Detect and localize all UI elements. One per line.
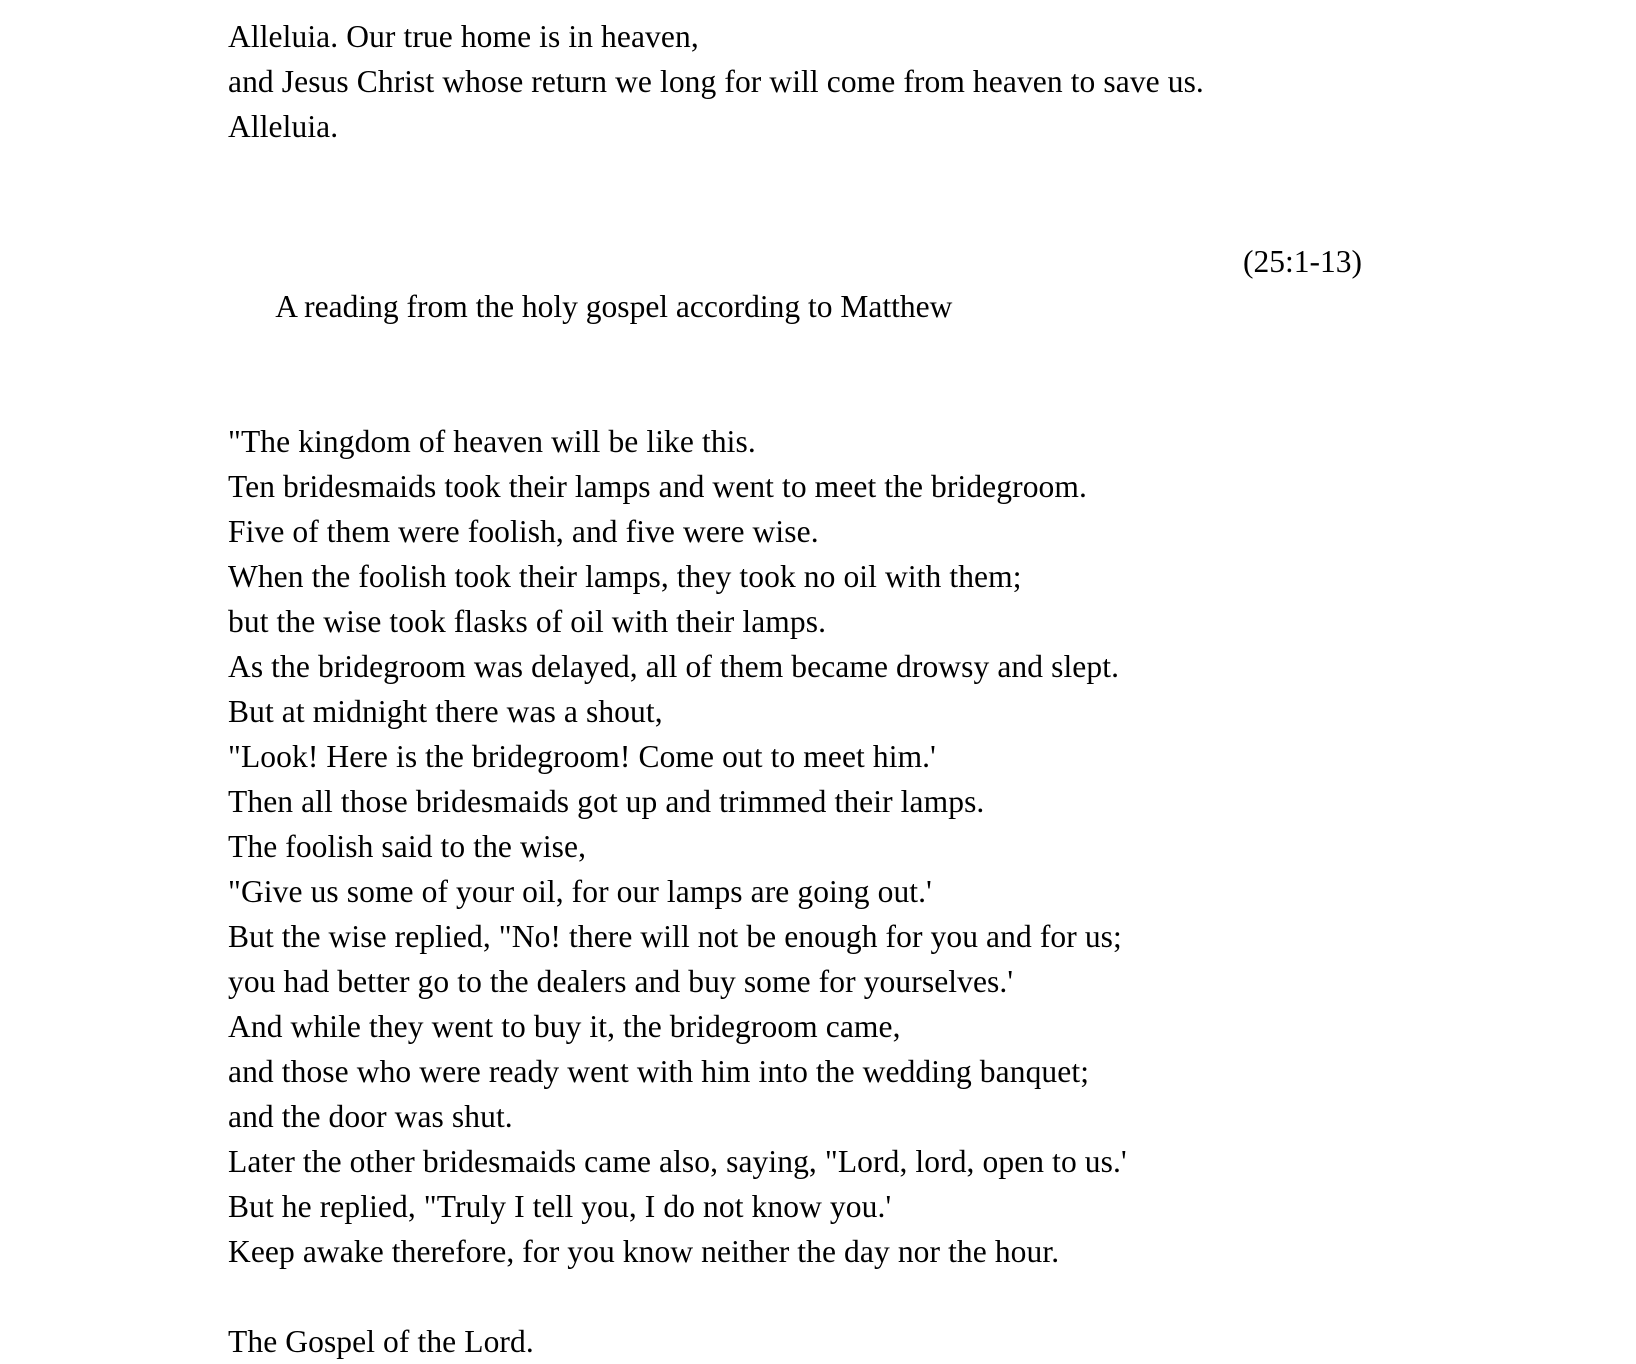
gospel-closing-line: The Gospel of the Lord.: [228, 1324, 534, 1359]
gospel-heading-block: [228, 239, 1596, 374]
spacer-after-acclamation: [228, 149, 1596, 239]
gospel-body-line: When the foolish took their lamps, they took no oil with them;: [228, 559, 1022, 594]
gospel-body-line: But he replied, "Truly I tell you, I do not know you.': [228, 1189, 892, 1224]
gospel-body-block: [228, 419, 1596, 1274]
gospel-body-line: Keep awake therefore, for you know neither the day nor the hour.: [228, 1234, 1060, 1269]
acclamation-line-3: Alleluia.: [228, 109, 339, 144]
gospel-body-line: Later the other bridesmaids came also, saying, "Lord, lord, open to us.': [228, 1144, 1127, 1179]
gospel-body-line: "Give us some of your oil, for our lamps are going out.': [228, 874, 932, 909]
gospel-body-line: but the wise took flasks of oil with their lamps.: [228, 604, 827, 639]
acclamation-line-2: and Jesus Christ whose return we long for will come from heaven to save us.: [228, 64, 1204, 99]
gospel-body-line: Five of them were foolish, and five were wise.: [228, 514, 819, 549]
gospel-body-line: Then all those bridesmaids got up and trimmed their lamps.: [228, 784, 985, 819]
gospel-body-line: Ten bridesmaids took their lamps and went to meet the bridegroom.: [228, 469, 1087, 504]
acclamation-line-1: Alleluia. Our true home is in heaven,: [228, 19, 699, 54]
gospel-heading: [228, 239, 1423, 374]
gospel-body-line: and those who were ready went with him into the wedding banquet;: [228, 1054, 1090, 1089]
gospel-body-line: But at midnight there was a shout,: [228, 694, 663, 729]
gospel-body-line: And while they went to buy it, the bridegroom came,: [228, 1009, 901, 1044]
gospel-body-line: and the door was shut.: [228, 1099, 513, 1134]
gospel-closing-block: [228, 1319, 1596, 1364]
gospel-body-line: you had better go to the dealers and buy some for yourselves.': [228, 964, 1014, 999]
spacer-before-closing: [228, 1274, 1596, 1319]
gospel-heading-title: A reading from the holy gospel according to Matthew: [275, 289, 953, 324]
gospel-body-line: "The kingdom of heaven will be like this.: [228, 424, 756, 459]
gospel-acclamation-block: [228, 14, 1596, 149]
gospel-body-line: But the wise replied, "No! there will not be enough for you and for us;: [228, 919, 1122, 954]
gospel-body-line: The foolish said to the wise,: [228, 829, 587, 864]
gospel-body-line: "Look! Here is the bridegroom! Come out to meet him.': [228, 739, 936, 774]
spacer-after-heading: [228, 374, 1596, 419]
gospel-heading-reference: (25:1-13): [1243, 244, 1362, 279]
gospel-body-line: As the bridegroom was delayed, all of them became drowsy and slept.: [228, 649, 1120, 684]
